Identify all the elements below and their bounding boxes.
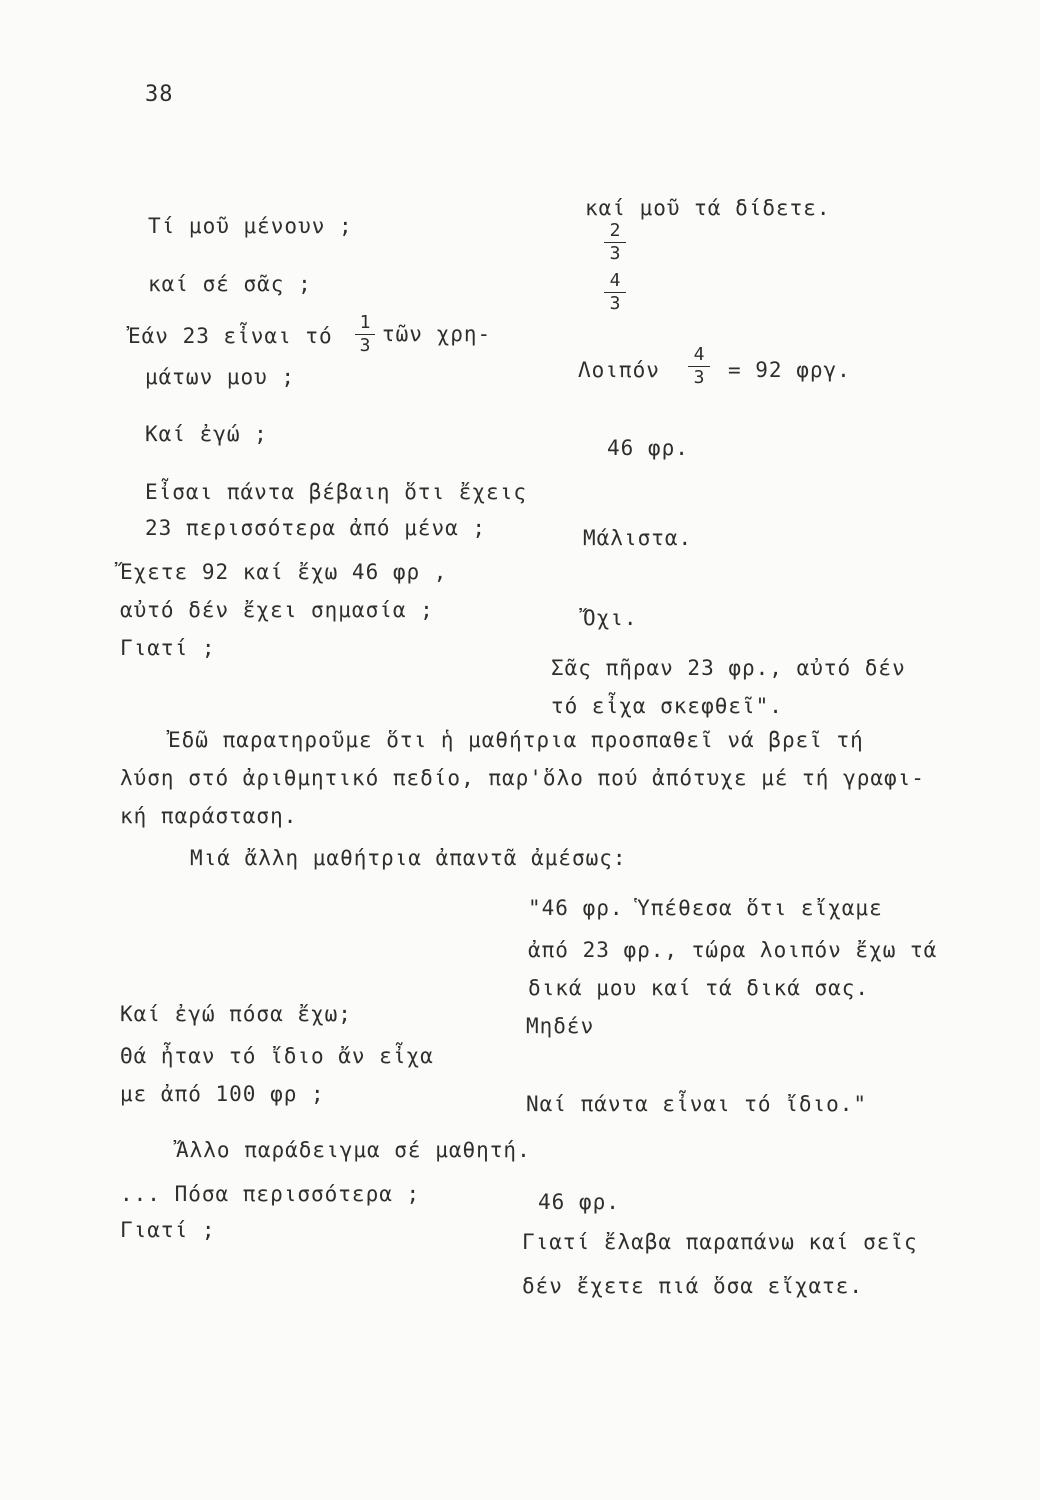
dialogue-answer: Λοιπόν (578, 358, 660, 382)
dialogue-question: Εἶσαι πάντα βέβαιη ὅτι ἔχεις (145, 480, 528, 504)
fraction: 4 3 (604, 272, 626, 313)
dialogue-question: Γιατί ; (120, 636, 216, 660)
student-answer: Ναί πάντα εἶναι τό ἴδιο." (526, 1092, 868, 1116)
teacher-question: Γιατί ; (120, 1218, 216, 1242)
fraction: 1 3 (355, 314, 375, 355)
fraction: 4 3 (688, 346, 710, 387)
teacher-question: Θά ἦταν τό ἴδιο ἄν εἶχα (120, 1044, 434, 1068)
paragraph-line: λύση στό ἀριθμητικό πεδίο, παρ'ὅλο πού ἀπότυχε μέ τή γραφι- (120, 766, 925, 790)
teacher-question: ... Πόσα περισσότερα ; (120, 1182, 421, 1206)
student-answer: δέν ἔχετε πιά ὅσα εἴχατε. (522, 1274, 864, 1298)
dialogue-answer: τό εἶχα σκεφθεῖ". (551, 694, 783, 718)
paragraph-line: Ἐδῶ παρατηροῦμε ὅτι ἡ μαθήτρια προσπαθεῖ νά βρεῖ τή (168, 728, 864, 752)
paragraph-line: Ἄλλο παράδειγμα σέ μαθητή. (176, 1138, 531, 1162)
page-number: 38 (145, 82, 174, 107)
dialogue-question: Καί ἐγώ ; (145, 422, 268, 446)
dialogue-question: μάτων μου ; (145, 365, 296, 389)
dialogue-answer: Μάλιστα. (583, 526, 693, 550)
student-answer: Γιατί ἔλαβα παραπάνω καί σεῖς (522, 1230, 918, 1254)
dialogue-answer: καί μοῦ τά δίδετε. (585, 196, 831, 220)
dialogue-question: Ἔχετε 92 καί ἔχω 46 φρ , (120, 560, 448, 584)
fraction: 2 3 (604, 222, 626, 263)
teacher-question: Καί ἐγώ πόσα ἔχω; (120, 1002, 352, 1026)
dialogue-answer: 46 φρ. (607, 436, 689, 460)
paragraph-line: Μιά ἄλλη μαθήτρια ἀπαντᾶ ἀμέσως: (190, 846, 627, 870)
student-answer: Μηδέν (526, 1014, 595, 1038)
dialogue-question: αὐτό δέν ἔχει σημασία ; (120, 598, 434, 622)
dialogue-question: τῶν χρη- (382, 322, 492, 346)
teacher-question: με ἀπό 100 φρ ; (120, 1082, 325, 1106)
dialogue-question: Ἐάν 23 εἶναι τό (128, 324, 333, 348)
paragraph-line: κή παράσταση. (120, 804, 298, 828)
dialogue-question: Τί μοῦ μένουν ; (148, 214, 353, 238)
student-answer: ἀπό 23 φρ., τώρα λοιπόν ἔχω τά (528, 938, 938, 962)
dialogue-answer: = 92 φργ. (728, 358, 851, 382)
dialogue-answer: Ὄχι. (583, 606, 638, 630)
dialogue-answer: Σᾶς πῆραν 23 φρ., αὐτό δέν (551, 656, 906, 680)
dialogue-question: 23 περισσότερα ἀπό μένα ; (145, 516, 487, 540)
student-answer: δικά μου καί τά δικά σας. (528, 976, 870, 1000)
student-answer: "46 φρ. Ὑπέθεσα ὅτι εἴχαμε (528, 896, 883, 920)
student-answer: 46 φρ. (538, 1190, 620, 1214)
dialogue-question: καί σέ σᾶς ; (148, 272, 312, 296)
